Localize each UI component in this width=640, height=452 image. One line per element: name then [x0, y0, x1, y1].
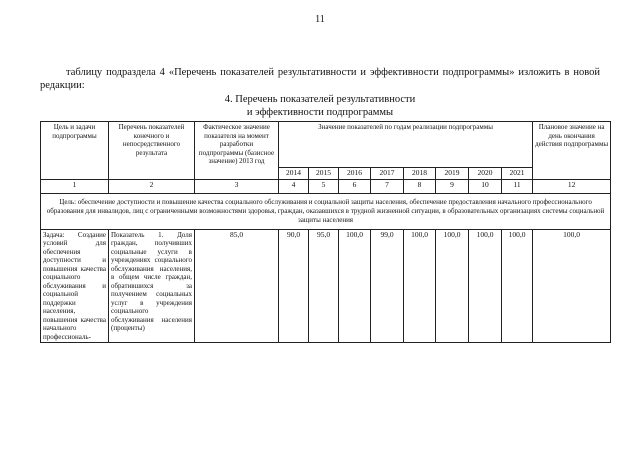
task-row	[41, 229, 611, 343]
indicators-table	[40, 121, 611, 343]
indicator-text: Показатель 1. Доля граждан, получивших социальные услуги в учреждениях социального обслуживания населения, в общем числе граждан, обратившихся за получением социальных услуг в учреждения социального обслуживания населения (проценты)	[109, 229, 195, 343]
column-number: 12	[533, 179, 611, 193]
goal-row	[41, 193, 611, 229]
task-text: Задача: Создание условий для обеспечения доступности и повышения качества социального обслуживания и социальной поддержки населения, повышения качества начального профессиональ-	[41, 229, 109, 343]
header-goal: Цель и задачи подпрограммы	[41, 122, 109, 180]
actual-value: 85,0	[195, 229, 279, 343]
goal-text: Цель: обеспечение доступности и повышение качества социального обслуживания и социальной защиты населения, обеспечение предоставления начального профессионального образования для инвалидов, лиц с ограниченными возможностями здоровья, граждан, оказавшихся в трудной жизненной ситуации, в образовательных организациях системы социальной защиты населения	[41, 193, 611, 229]
section-title-line-1: 4. Перечень показателей результативности	[224, 94, 416, 105]
intro-text: таблицу подраздела 4 «Перечень показателей результативности и эффективности подпрограммы» изложить в новой редакции:	[40, 67, 600, 91]
column-number: 9	[436, 179, 469, 193]
year-2019: 2019	[436, 168, 469, 180]
column-number: 5	[309, 179, 339, 193]
value-2017: 99,0	[371, 229, 404, 343]
year-2016: 2016	[339, 168, 371, 180]
header-planned: Плановое значение на день окончания действия подпрограммы	[533, 122, 611, 180]
column-number: 4	[279, 179, 309, 193]
value-2019: 100,0	[436, 229, 469, 343]
column-number: 2	[109, 179, 195, 193]
header-row	[41, 122, 611, 168]
year-2018: 2018	[404, 168, 436, 180]
column-numbers-row	[41, 179, 611, 193]
column-number: 1	[41, 179, 109, 193]
column-number: 11	[502, 179, 533, 193]
header-years-group: Значение показателей по годам реализации подпрограммы	[279, 122, 533, 168]
value-2020: 100,0	[469, 229, 502, 343]
header-indicators: Перечень показателей конечного и непосредственного результата	[109, 122, 195, 180]
page-number: 11	[315, 14, 325, 25]
section-title-line-2: и эффективности подпрограммы	[246, 107, 394, 118]
column-number: 8	[404, 179, 436, 193]
column-number: 3	[195, 179, 279, 193]
planned-value: 100,0	[533, 229, 611, 343]
value-2015: 95,0	[309, 229, 339, 343]
value-2021: 100,0	[502, 229, 533, 343]
intro-paragraph	[40, 66, 600, 92]
column-number: 7	[371, 179, 404, 193]
value-2014: 90,0	[279, 229, 309, 343]
year-2017: 2017	[371, 168, 404, 180]
value-2016: 100,0	[339, 229, 371, 343]
year-2014: 2014	[279, 168, 309, 180]
value-2018: 100,0	[404, 229, 436, 343]
section-title	[0, 93, 640, 119]
year-2021: 2021	[502, 168, 533, 180]
column-number: 10	[469, 179, 502, 193]
column-number: 6	[339, 179, 371, 193]
year-2015: 2015	[309, 168, 339, 180]
year-2020: 2020	[469, 168, 502, 180]
header-actual: Фактическое значение показателя на момент разработки подпрограммы (базисное значение) 2013 год	[195, 122, 279, 180]
